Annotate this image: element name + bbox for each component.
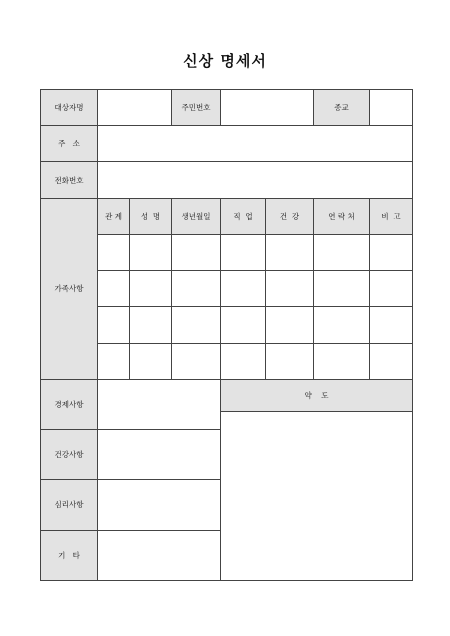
family-cell[interactable] (172, 307, 221, 343)
family-cell[interactable] (314, 307, 370, 343)
family-cell[interactable] (98, 343, 130, 379)
target-name-field[interactable] (98, 90, 172, 126)
family-cell[interactable] (314, 271, 370, 307)
address-field[interactable] (98, 126, 413, 162)
family-cell[interactable] (98, 234, 130, 270)
family-col-birthdate: 생년월일 (172, 198, 221, 234)
resident-no-label: 주민번호 (172, 90, 221, 126)
family-label: 가족사항 (41, 198, 98, 379)
family-col-job: 직 업 (221, 198, 266, 234)
family-cell[interactable] (221, 271, 266, 307)
map-label: 약 도 (221, 379, 413, 411)
family-cell[interactable] (314, 343, 370, 379)
family-col-health: 건 강 (266, 198, 314, 234)
resident-no-field[interactable] (221, 90, 314, 126)
family-cell[interactable] (98, 271, 130, 307)
family-cell[interactable] (266, 343, 314, 379)
page-title: 신상 명세서 (183, 52, 267, 70)
target-name-label: 대상자명 (41, 90, 98, 126)
family-cell[interactable] (172, 234, 221, 270)
family-cell[interactable] (314, 234, 370, 270)
family-col-note: 비 고 (370, 198, 413, 234)
family-cell[interactable] (221, 234, 266, 270)
map-area[interactable] (221, 411, 413, 580)
other-label: 기 타 (41, 530, 98, 580)
economy-field[interactable] (98, 379, 221, 429)
personal-info-form (40, 89, 413, 581)
family-cell[interactable] (221, 307, 266, 343)
family-cell[interactable] (266, 307, 314, 343)
health-label: 건강사항 (41, 430, 98, 480)
family-cell[interactable] (130, 271, 172, 307)
family-cell[interactable] (172, 343, 221, 379)
family-cell[interactable] (266, 271, 314, 307)
family-cell[interactable] (370, 234, 413, 270)
phone-label: 전화번호 (41, 162, 98, 198)
family-cell[interactable] (98, 307, 130, 343)
religion-field[interactable] (370, 90, 413, 126)
psychology-field[interactable] (98, 480, 221, 530)
family-col-relation: 관 계 (98, 198, 130, 234)
phone-field[interactable] (98, 162, 413, 198)
family-cell[interactable] (370, 271, 413, 307)
psychology-label: 심리사항 (41, 480, 98, 530)
family-cell[interactable] (130, 307, 172, 343)
family-cell[interactable] (221, 343, 266, 379)
economy-label: 경제사항 (41, 379, 98, 429)
health-field[interactable] (98, 430, 221, 480)
family-cell[interactable] (370, 343, 413, 379)
family-cell[interactable] (130, 234, 172, 270)
other-field[interactable] (98, 530, 221, 580)
religion-label: 종교 (314, 90, 370, 126)
family-cell[interactable] (266, 234, 314, 270)
family-col-name: 성 명 (130, 198, 172, 234)
family-col-contact: 연 락 처 (314, 198, 370, 234)
family-cell[interactable] (172, 271, 221, 307)
family-cell[interactable] (370, 307, 413, 343)
family-cell[interactable] (130, 343, 172, 379)
address-label: 주 소 (41, 126, 98, 162)
